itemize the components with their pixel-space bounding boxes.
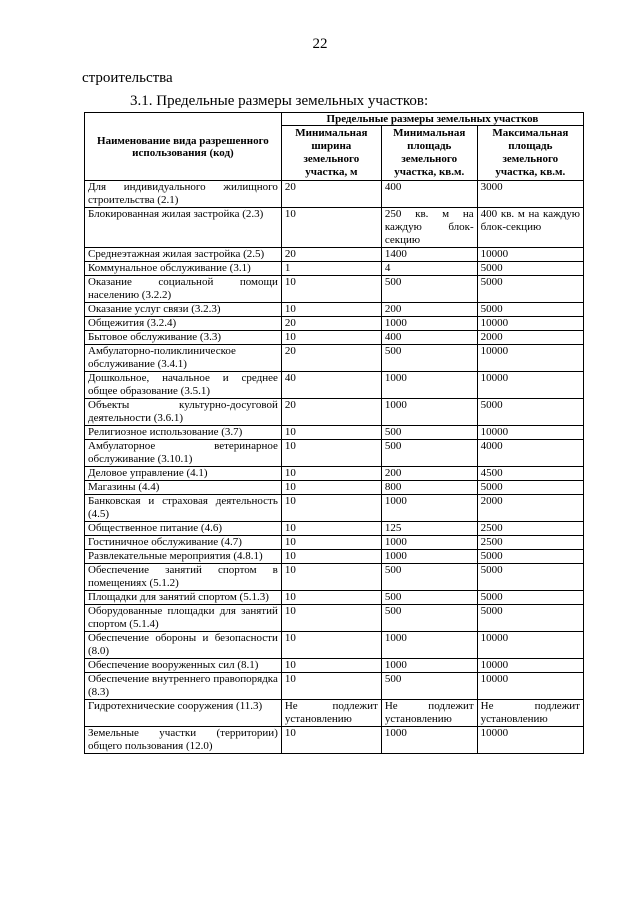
table-row [85, 331, 584, 345]
cell-min-area: 500 [381, 276, 477, 303]
cell-use-type: Банковская и страховая деятельность (4.5) [85, 495, 282, 522]
cell-use-type: Объекты культурно-досуговой деятельности (3.6.1) [85, 399, 282, 426]
cell-use-type: Дошкольное, начальное и среднее общее образование (3.5.1) [85, 372, 282, 399]
cell-min-area: 1000 [381, 659, 477, 673]
table-row [85, 248, 584, 262]
table-body [85, 181, 584, 754]
cell-min-width: 10 [281, 331, 381, 345]
cell-max-area: 10000 [477, 248, 583, 262]
cell-min-width: 10 [281, 495, 381, 522]
cell-max-area: Не подлежит установлению [477, 700, 583, 727]
cell-min-area: 1000 [381, 727, 477, 754]
cell-min-area: 200 [381, 303, 477, 317]
cell-min-width: 10 [281, 673, 381, 700]
cell-min-width: 10 [281, 467, 381, 481]
table-row [85, 550, 584, 564]
table-row [85, 659, 584, 673]
header-use-type: Наименование вида разрешенного использования (код) [85, 113, 282, 181]
cell-min-width: 20 [281, 181, 381, 208]
cell-max-area: 4000 [477, 440, 583, 467]
page-number: 22 [312, 36, 328, 52]
table-row [85, 181, 584, 208]
cell-max-area: 10000 [477, 317, 583, 331]
cell-min-area: 400 [381, 181, 477, 208]
cell-use-type: Бытовое обслуживание (3.3) [85, 331, 282, 345]
cell-min-area: 500 [381, 440, 477, 467]
cell-min-area: 500 [381, 345, 477, 372]
cell-min-area: 4 [381, 262, 477, 276]
cell-use-type: Коммунальное обслуживание (3.1) [85, 262, 282, 276]
cell-min-width: 10 [281, 564, 381, 591]
cell-min-width: Не подлежит установлению [281, 700, 381, 727]
table-row [85, 276, 584, 303]
header-min-width: Минимальная ширина земельного участка, м [281, 126, 381, 181]
cell-min-area: 1000 [381, 317, 477, 331]
cell-use-type: Амбулаторное ветеринарное обслуживание (3.10.1) [85, 440, 282, 467]
cell-min-area: 400 [381, 331, 477, 345]
cell-min-area: 1400 [381, 248, 477, 262]
table-row [85, 426, 584, 440]
cell-min-area: 500 [381, 605, 477, 632]
table-row [85, 481, 584, 495]
cell-min-width: 10 [281, 276, 381, 303]
cell-max-area: 5000 [477, 303, 583, 317]
land-plot-limits-table [84, 112, 584, 754]
cell-use-type: Магазины (4.4) [85, 481, 282, 495]
cell-min-width: 20 [281, 345, 381, 372]
cell-max-area: 5000 [477, 564, 583, 591]
cell-min-width: 1 [281, 262, 381, 276]
cell-min-area: 500 [381, 591, 477, 605]
cell-min-width: 10 [281, 440, 381, 467]
header-max-area: Максимальная площадь земельного участка, кв.м. [477, 126, 583, 181]
cell-max-area: 5000 [477, 276, 583, 303]
cell-min-area: 500 [381, 673, 477, 700]
cell-use-type: Обеспечение внутреннего правопорядка (8.3) [85, 673, 282, 700]
cell-max-area: 10000 [477, 673, 583, 700]
table-row [85, 591, 584, 605]
cell-max-area: 2500 [477, 536, 583, 550]
cell-min-width: 20 [281, 248, 381, 262]
cell-use-type: Общежития (3.2.4) [85, 317, 282, 331]
cell-max-area: 4500 [477, 467, 583, 481]
cell-max-area: 5000 [477, 591, 583, 605]
cell-max-area: 5000 [477, 605, 583, 632]
cell-use-type: Обеспечение вооруженных сил (8.1) [85, 659, 282, 673]
cell-max-area: 400 кв. м на каждую блок-секцию [477, 208, 583, 248]
table-row [85, 208, 584, 248]
cell-min-area: 500 [381, 564, 477, 591]
table-row [85, 536, 584, 550]
cell-max-area: 3000 [477, 181, 583, 208]
cell-min-area: 200 [381, 467, 477, 481]
cell-use-type: Религиозное использование (3.7) [85, 426, 282, 440]
cell-min-area: 1000 [381, 632, 477, 659]
section-title: 3.1. Предельные размеры земельных участков: [130, 93, 429, 109]
cell-min-area: 1000 [381, 536, 477, 550]
cell-max-area: 2500 [477, 522, 583, 536]
table-row [85, 673, 584, 700]
table-row [85, 303, 584, 317]
cell-use-type: Амбулаторно-поликлиническое обслуживание (3.4.1) [85, 345, 282, 372]
cell-max-area: 5000 [477, 481, 583, 495]
cell-use-type: Общественное питание (4.6) [85, 522, 282, 536]
cell-min-width: 10 [281, 659, 381, 673]
cell-use-type: Развлекательные мероприятия (4.8.1) [85, 550, 282, 564]
cell-use-type: Среднеэтажная жилая застройка (2.5) [85, 248, 282, 262]
cell-min-width: 10 [281, 591, 381, 605]
cell-use-type: Блокированная жилая застройка (2.3) [85, 208, 282, 248]
cell-max-area: 10000 [477, 426, 583, 440]
cell-use-type: Деловое управление (4.1) [85, 467, 282, 481]
cell-use-type: Гостиничное обслуживание (4.7) [85, 536, 282, 550]
cell-max-area: 10000 [477, 372, 583, 399]
table-row [85, 440, 584, 467]
cell-use-type: Гидротехнические сооружения (11.3) [85, 700, 282, 727]
cell-max-area: 10000 [477, 632, 583, 659]
cell-min-width: 10 [281, 426, 381, 440]
cell-use-type: Обеспечение обороны и безопасности (8.0) [85, 632, 282, 659]
cell-min-width: 20 [281, 317, 381, 331]
table-row [85, 495, 584, 522]
header-min-area: Минимальная площадь земельного участка, кв.м. [381, 126, 477, 181]
cell-use-type: Оборудованные площадки для занятий спортом (5.1.4) [85, 605, 282, 632]
continuation-text: строительства [82, 70, 173, 86]
cell-min-width: 10 [281, 632, 381, 659]
cell-min-width: 10 [281, 605, 381, 632]
table-row [85, 605, 584, 632]
table-row [85, 262, 584, 276]
cell-min-area: 250 кв. м на каждую блок-секцию [381, 208, 477, 248]
table-row [85, 467, 584, 481]
table-row [85, 564, 584, 591]
cell-min-width: 10 [281, 727, 381, 754]
cell-min-area: 1000 [381, 550, 477, 564]
cell-min-area: 500 [381, 426, 477, 440]
cell-min-width: 20 [281, 399, 381, 426]
cell-max-area: 2000 [477, 331, 583, 345]
cell-min-area: Не подлежит установлению [381, 700, 477, 727]
table-row [85, 399, 584, 426]
cell-min-area: 800 [381, 481, 477, 495]
cell-use-type: Площадки для занятий спортом (5.1.3) [85, 591, 282, 605]
cell-min-width: 10 [281, 208, 381, 248]
table-row [85, 522, 584, 536]
cell-max-area: 10000 [477, 659, 583, 673]
header-plot-limits: Предельные размеры земельных участков [281, 113, 583, 126]
cell-min-area: 125 [381, 522, 477, 536]
cell-max-area: 5000 [477, 550, 583, 564]
cell-max-area: 10000 [477, 345, 583, 372]
cell-min-width: 10 [281, 303, 381, 317]
cell-use-type: Для индивидуального жилищного строительства (2.1) [85, 181, 282, 208]
cell-min-width: 40 [281, 372, 381, 399]
cell-min-width: 10 [281, 522, 381, 536]
table-row [85, 700, 584, 727]
cell-min-width: 10 [281, 550, 381, 564]
table-row [85, 345, 584, 372]
cell-use-type: Обеспечение занятий спортом в помещениях (5.1.2) [85, 564, 282, 591]
cell-min-area: 1000 [381, 399, 477, 426]
cell-use-type: Оказание социальной помощи населению (3.2.2) [85, 276, 282, 303]
cell-use-type: Оказание услуг связи (3.2.3) [85, 303, 282, 317]
cell-min-area: 1000 [381, 372, 477, 399]
cell-max-area: 5000 [477, 399, 583, 426]
cell-max-area: 5000 [477, 262, 583, 276]
table-row [85, 727, 584, 754]
cell-use-type: Земельные участки (территории) общего пользования (12.0) [85, 727, 282, 754]
table-row [85, 372, 584, 399]
cell-max-area: 10000 [477, 727, 583, 754]
cell-min-area: 1000 [381, 495, 477, 522]
cell-min-width: 10 [281, 536, 381, 550]
cell-max-area: 2000 [477, 495, 583, 522]
cell-min-width: 10 [281, 481, 381, 495]
table-row [85, 317, 584, 331]
table-row [85, 632, 584, 659]
